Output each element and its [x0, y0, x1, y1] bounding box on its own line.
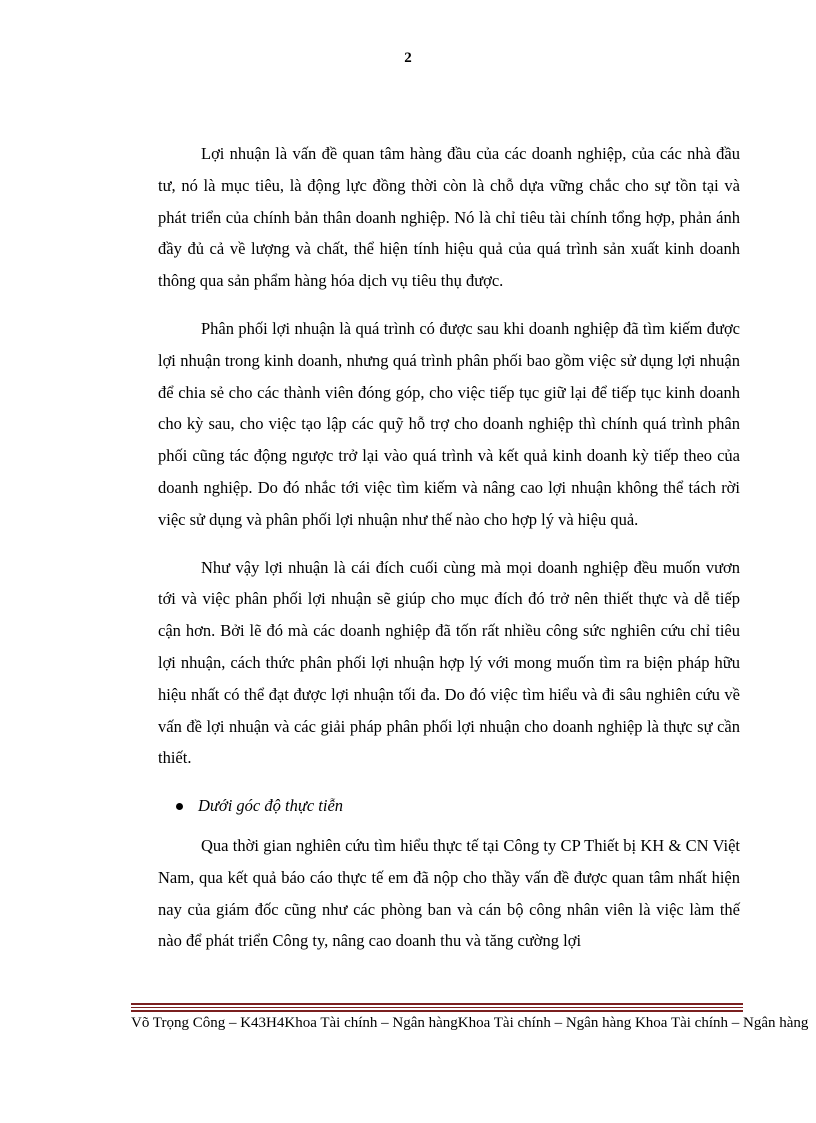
- footer-rule-bottom: [131, 1010, 743, 1012]
- bullet-dot-icon: [176, 803, 183, 810]
- page-footer: Võ Trọng Công – K43H4Khoa Tài chính – Ngân hàngKhoa Tài chính – Ngân hàng Khoa Tài chính – Ngân hàng: [131, 1015, 809, 1031]
- paragraph-3: Như vậy lợi nhuận là cái đích cuối cùng mà mọi doanh nghiệp đều muốn vươn tới và việc phân phối lợi nhuận sẽ giúp cho mục đích đó trở nên thiết thực và dễ tiếp cận hơn. Bởi lẽ đó mà các doanh nghiệp đã tốn rất nhiều công sức nghiên cứu chỉ tiêu lợi nhuận, cách thức phân phối lợi nhuận hợp lý với mong muốn tìm ra biện pháp hữu hiệu nhất có thể đạt được lợi nhuận tối đa. Do đó việc tìm hiểu và đi sâu nghiên cứu về vấn đề lợi nhuận và các giải pháp phân phối lợi nhuận cho doanh nghiệp là thực sự cần thiết.: [158, 557, 740, 768]
- document-body: [158, 138, 740, 973]
- paragraph-2: Phân phối lợi nhuận là quá trình có được sau khi doanh nghiệp đã tìm kiếm được lợi nhuận trong kinh doanh, nhưng quá trình phân phối bao gồm việc sử dụng lợi nhuận để chia sẻ cho các thành viên đóng góp, cho việc tiếp tục giữ lại để tiếp tục kinh doanh cho kỳ sau, cho việc tạo lập các quỹ hỗ trợ cho doanh nghiệp thì chính quá trình phân phối cũng tác động ngược trở lại vào quá trình và kết quả kinh doanh kỳ tiếp theo của doanh nghiệp. Do đó nhắc tới việc tìm kiếm và nâng cao lợi nhuận không thể tách rời việc sử dụng và phân phối lợi nhuận như thế nào cho hợp lý và hiệu quả.: [158, 318, 740, 529]
- paragraph-4: Qua thời gian nghiên cứu tìm hiểu thực tế tại Công ty CP Thiết bị KH & CN Việt Nam, qua kết quả báo cáo thực tế em đã nộp cho thầy vấn đề được quan tâm nhất hiện nay của giám đốc cũng như các phòng ban và cán bộ công nhân viên là việc làm thế nào để phát triển Công ty, nâng cao doanh thu và tăng cường lợi: [158, 835, 740, 951]
- bullet-item: [158, 790, 740, 822]
- footer-rule-top: [131, 1003, 743, 1005]
- page-number: 2: [404, 50, 412, 66]
- footer-rule-middle: [131, 1007, 743, 1008]
- bullet-text: Dưới góc độ thực tiễn: [198, 796, 344, 816]
- paragraph-1: Lợi nhuận là vấn đề quan tâm hàng đầu của các doanh nghiệp, của các nhà đầu tư, nó là mục tiêu, là động lực đồng thời còn là chỗ dựa vững chắc cho sự tồn tại và phát triển của chính bản thân doanh nghiệp. Nó là chỉ tiêu tài chính tổng hợp, phản ánh đầy đủ cả về lượng và chất, thể hiện tính hiệu quả của quá trình sản xuất kinh doanh thông qua sản phẩm hàng hóa dịch vụ tiêu thụ được.: [158, 144, 740, 291]
